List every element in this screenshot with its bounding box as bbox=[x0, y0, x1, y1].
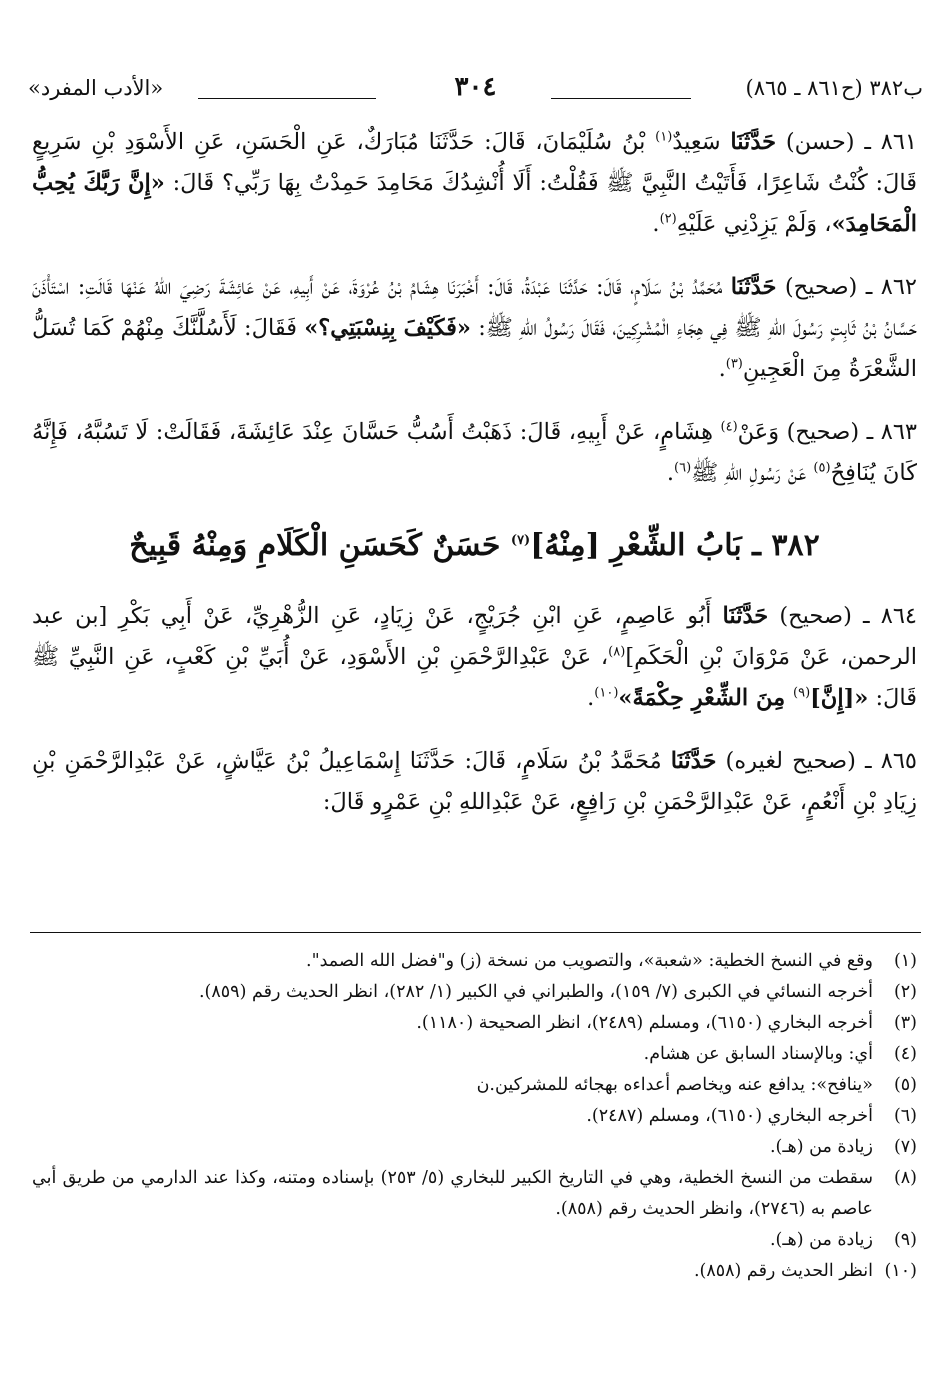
header-rule-left bbox=[198, 98, 376, 99]
footnote-number: (٥) bbox=[893, 1075, 917, 1095]
hadith-text: عَنْ رَسُولِ اللهِ ﷺ bbox=[691, 460, 814, 486]
footnote-separator bbox=[30, 932, 921, 933]
hadith-text: ، وَلَمْ يَزِدْنِي عَلَيْهِ bbox=[676, 211, 832, 237]
footnote-text: انظر الحديث رقم (٨٥٨). bbox=[693, 1261, 873, 1281]
footnote-ref: (٩) bbox=[793, 685, 811, 701]
footnote bbox=[32, 1225, 917, 1256]
footnote-ref: (٢) bbox=[659, 211, 677, 227]
hadith-text: مُحَمَّدُ بْنُ سَلَامٍ، قَالَ: حَدَّثَنَا عَبْدَةُ، قَالَ: أَخْبَرَنَا هِشَامُ بْنُ عُرْوَةَ، عَنْ أَبِيهِ، عَنْ عَائِشَةَ رَضِيَ اللهُ عَنْهَا قَالَتِ: اسْتَأْذَنَ حَسَّانُ بْنُ ثَابِتٍ رَسُولَ اللهِ ﷺ فِي هِجَاءِ الْمُشْرِكِينَ، فَقَالَ رَسُولُ اللهِ ﷺ: bbox=[32, 274, 917, 341]
hadith-text: سَعِيدٌ bbox=[672, 129, 731, 155]
footnote bbox=[32, 1132, 917, 1163]
footnote bbox=[32, 1101, 917, 1132]
hadith-number: ٨٦٢ ـ bbox=[865, 274, 918, 300]
chapter-title: حَسَنٌ كَحَسَنِ الْكَلَامِ وَمِنْهُ قَبِيحٌ bbox=[129, 528, 511, 563]
hadith-text: أَبُو عَاصِمٍ، عَنِ ابْنِ جُرَيْجٍ، عَنْ زِيَادٍ، عَنِ الزُّهْرِيِّ، عَنْ أَبِي بَكْرِ [بن عبد الرحمن، عَنْ مَرْوَانَ بْنِ الْحَكَمِ] bbox=[32, 603, 917, 670]
footnote bbox=[32, 946, 917, 977]
footnote-ref: (٤) bbox=[720, 419, 738, 435]
prophetic-saying: مِنَ الشِّعْرِ حِكْمَةً» bbox=[618, 685, 794, 711]
footnote-text: أخرجه النسائي في الكبرى (٧/ ١٥٩)، والطبراني في الكبير (١/ ٢٨٢)، انظر الحديث رقم (٨٥٩). bbox=[198, 982, 873, 1002]
hadith-text: . bbox=[587, 685, 595, 711]
hadith-text: ، عَنْ عَبْدِالرَّحْمَنِ بْنِ الأَسْوَدِ، عَنْ أُبَيِّ بْنِ كَعْبٍ، عَنِ النَّبِيِّ ﷺ قَالَ: bbox=[32, 644, 917, 711]
footnote-number: (١) bbox=[893, 951, 917, 971]
footnote-text: أخرجه البخاري (٦١٥٠)، ومسلم (٢٤٨٧). bbox=[586, 1106, 873, 1126]
narration-word: حَدَّثَنَا bbox=[722, 603, 769, 629]
footnote-number: (٤) bbox=[893, 1044, 917, 1064]
hadith-861 bbox=[32, 122, 917, 245]
footnote-text: زيادة من (هـ). bbox=[769, 1137, 873, 1157]
footnote-text: أي: وبالإسناد السابق عن هشام. bbox=[643, 1044, 873, 1064]
hadith-text: . bbox=[652, 211, 660, 237]
hadith-text: فَقَالَ: لَأَسُلَّنَّكَ مِنْهُمْ كَمَا تُسَلُّ الشَّعْرَةُ مِنَ الْعَجِينِ bbox=[32, 315, 917, 382]
hadith-865 bbox=[32, 741, 917, 823]
hadith-text: . bbox=[718, 356, 726, 382]
header-rule-right bbox=[551, 98, 691, 99]
hadith-grade: (صحيح) bbox=[786, 419, 860, 445]
chapter-reference: ب٣٨٢ (ح٨٦١ ـ ٨٦٥) bbox=[745, 76, 923, 100]
hadith-text: هِشَامٍ، عَنْ أَبِيهِ، قَالَ: ذَهَبْتُ أَسُبُّ حَسَّانَ عِنْدَ عَائِشَةَ، فَقَالَتْ: لَا تَسُبَّهُ، فَإِنَّهُ كَانَ يُنَافِحُ bbox=[32, 419, 917, 486]
footnote-ref: (٣) bbox=[725, 356, 743, 372]
narration-word: حَدَّثَنَا bbox=[670, 748, 717, 774]
footnote bbox=[32, 1008, 917, 1039]
hadith-grade: (حسن) bbox=[785, 129, 855, 155]
footnote-number: (٦) bbox=[893, 1106, 917, 1126]
chapter-heading bbox=[32, 524, 917, 568]
footnote-text: «ينافح»: يدافع عنه ويخاصم أعداءه بهجائه للمشركين.ن bbox=[476, 1075, 873, 1095]
footnote bbox=[32, 1256, 917, 1287]
footnote-ref: (٧) bbox=[510, 533, 531, 548]
footnote bbox=[32, 1070, 917, 1101]
hadith-grade: (صحيح لغيره) bbox=[725, 748, 856, 774]
footnote-number: (٣) bbox=[893, 1013, 917, 1033]
footnote-text: زيادة من (هـ). bbox=[769, 1230, 873, 1250]
footnote-number: (٩) bbox=[893, 1230, 917, 1250]
page-number: ٣٠٤ bbox=[454, 72, 497, 102]
book-title: «الأدب المفرد» bbox=[28, 76, 164, 100]
prophetic-saying: «فَكَيْفَ بِنِسْبَتِي؟» bbox=[304, 315, 471, 341]
hadith-text: وَعَنْ bbox=[737, 419, 787, 445]
footnote-ref: (٥) bbox=[813, 460, 831, 476]
footnote bbox=[32, 1039, 917, 1070]
footnote-text: وقع في النسخ الخطية: «شعبة»، والتصويب من نسخة (ز) و"فضل الله الصمد". bbox=[306, 951, 873, 971]
footnote bbox=[32, 977, 917, 1008]
footnote-ref: (١) bbox=[655, 129, 673, 145]
hadith-862 bbox=[32, 267, 917, 390]
hadith-number: ٨٦٥ ـ bbox=[865, 748, 918, 774]
hadith-text: . bbox=[666, 460, 674, 486]
hadith-864 bbox=[32, 596, 917, 719]
footnote-number: (٧) bbox=[893, 1137, 917, 1157]
hadith-text: مُحَمَّدُ بْنُ سَلَامٍ، قَالَ: حَدَّثَنَا إِسْمَاعِيلُ بْنُ عَيَّاشٍ، عَنْ عَبْدِالرَّحْمَنِ بْنِ زِيَادِ بْنِ أَنْعُمٍ، عَنْ عَبْدِالرَّحْمَنِ بْنِ رَافِعٍ، عَنْ عَبْدِاللهِ بْنِ عَمْرٍو قَالَ: bbox=[32, 748, 917, 815]
prophetic-saying: «إِنَّ رَبَّكَ يُحِبُّ الْمَحَامِدَ» bbox=[32, 170, 917, 237]
hadith-number: ٨٦١ ـ bbox=[864, 129, 918, 155]
footnote-number: (١٠) bbox=[884, 1261, 917, 1281]
narration-word: حَدَّثَنَا bbox=[730, 274, 777, 300]
narration-word: حَدَّثَنَا bbox=[730, 129, 777, 155]
hadith-number: ٨٦٤ ـ bbox=[863, 603, 918, 629]
chapter-title: ٣٨٢ ـ بَابُ الشِّعْرِ [مِنْهُ] bbox=[530, 528, 820, 563]
footnote bbox=[32, 1163, 917, 1225]
hadith-number: ٨٦٣ ـ bbox=[866, 419, 918, 445]
hadith-863 bbox=[32, 412, 917, 494]
footnote-text: سقطت من النسخ الخطية، وهي في التاريخ الكبير للبخاري (٥/ ٢٥٣) بإسناده ومتنه، وكذا عند الدارمي من طريق أبي عاصم به (٢٧٤٦)، وانظر الحديث رقم (٨٥٨). bbox=[32, 1168, 873, 1219]
running-header bbox=[28, 72, 923, 112]
footnote-ref: (٨) bbox=[608, 644, 626, 660]
hadith-grade: (صحيح) bbox=[779, 603, 852, 629]
footnote-number: (٨) bbox=[893, 1168, 917, 1188]
footnotes bbox=[32, 946, 917, 1287]
footnote-text: أخرجه البخاري (٦١٥٠)، ومسلم (٢٤٨٩)، انظر الصحيحة (١١٨٠). bbox=[416, 1013, 873, 1033]
prophetic-saying: «[إِنَّ] bbox=[810, 685, 869, 711]
footnote-number: (٢) bbox=[893, 982, 917, 1002]
hadith-text: بْنُ سُلَيْمَانَ، قَالَ: حَدَّثَنَا مُبَارَكٌ، عَنِ الْحَسَنِ، عَنِ الأَسْوَدِ بْنِ سَرِيعٍ قَالَ: كُنْتُ شَاعِرًا، فَأَتَيْتُ النَّبِيَّ ﷺ فَقُلْتُ: أَلَا أُنْشِدُكَ مَحَامِدَ حَمِدْتُ بِهَا رَبِّي؟ قَالَ: bbox=[32, 129, 917, 196]
footnote-ref: (٦) bbox=[674, 460, 692, 476]
main-text bbox=[32, 122, 917, 845]
hadith-grade: (صحيح) bbox=[784, 274, 858, 300]
footnote-ref: (١٠) bbox=[594, 685, 619, 701]
